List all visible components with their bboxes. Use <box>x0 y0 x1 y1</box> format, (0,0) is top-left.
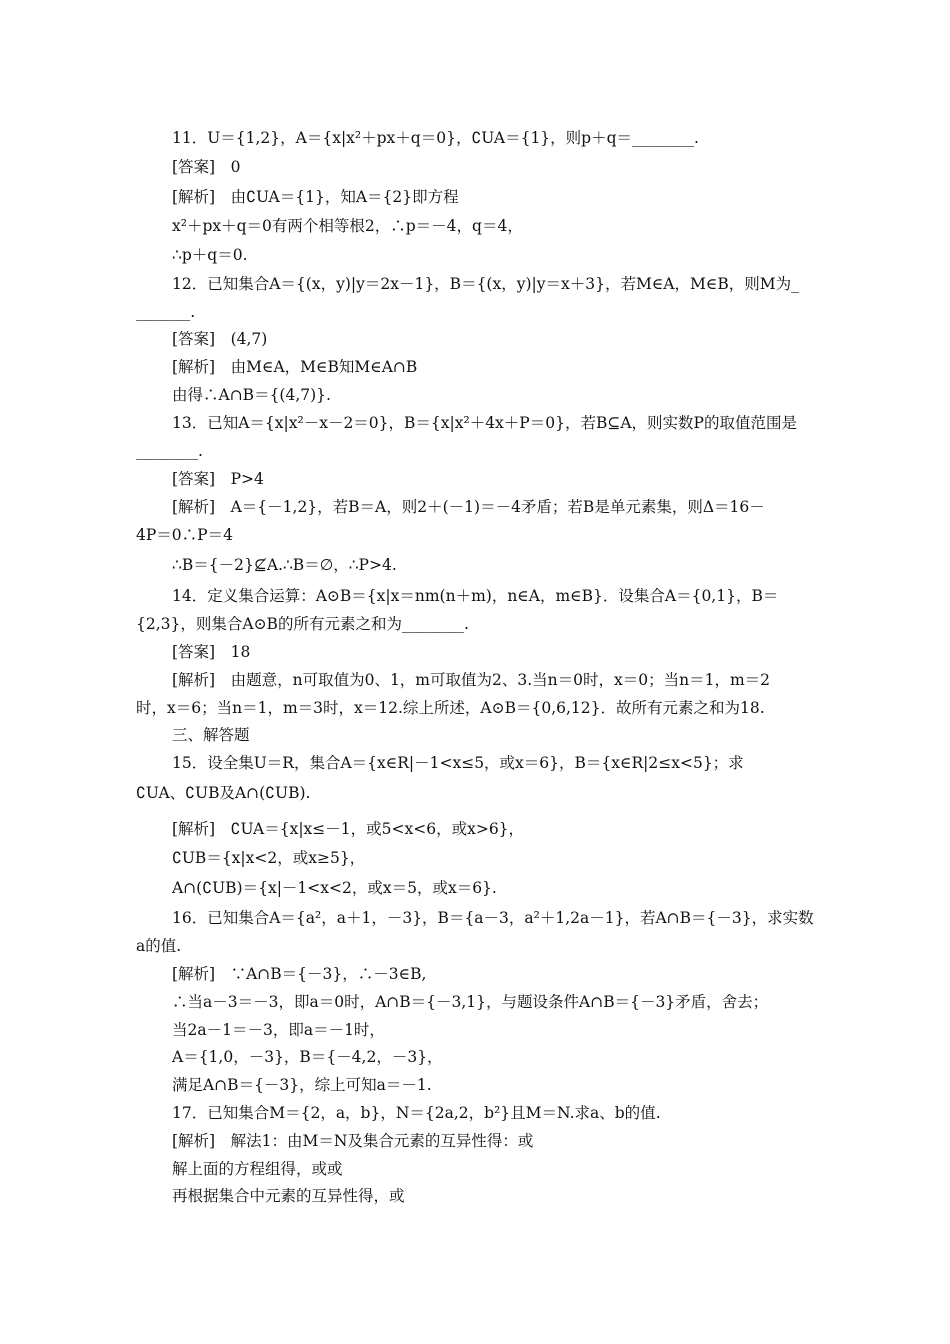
problem-14-question-2: {2,3}，则集合A⊙B的所有元素之和为________. <box>136 615 469 633</box>
problem-13-question-2: ________. <box>136 442 203 460</box>
section-heading: 三、解答题 <box>172 726 250 744</box>
problem-16-question-2: a的值. <box>136 937 182 955</box>
problem-13-analysis-2: 4P＝0∴P＝4 <box>136 526 233 544</box>
problem-11-analysis-2: x²＋px＋q＝0有两个相等根2，∴p＝－4，q＝4， <box>172 217 523 235</box>
problem-15-analysis: [解析] ∁UA＝{x|x≤－1，或5<x<6，或x>6}， <box>172 820 525 838</box>
problem-14-question: 14．定义集合运算：A⊙B＝{x|x＝nm(n＋m)，n∈A，m∈B}．设集合A＝{0,1}，B＝ <box>172 587 779 605</box>
problem-11-analysis-3: ∴p＋q＝0. <box>172 246 248 264</box>
problem-17-analysis-2: 解上面的方程组得，或或 <box>172 1160 343 1178</box>
problem-15-analysis-3: A∩(∁UB)＝{x|－1<x<2，或x＝5，或x＝6}. <box>172 879 497 897</box>
problem-11-question: 11．U＝{1,2}，A＝{x|x²＋px＋q＝0}，∁UA＝{1}，则p＋q＝________. <box>172 129 699 147</box>
problem-11-analysis: [解析] 由∁UA＝{1}，知A＝{2}即方程 <box>172 188 459 206</box>
problem-11-answer: [答案] 0 <box>172 158 241 176</box>
problem-15-question-2: ∁UA、∁UB及A∩(∁UB). <box>136 784 311 802</box>
problem-16-analysis-3: 当2a－1＝－3，即a＝－1时， <box>172 1021 385 1039</box>
problem-12-answer: [答案] (4,7) <box>172 330 268 348</box>
problem-13-analysis-3: ∴B＝{－2}⊈A.∴B＝∅，∴P>4. <box>172 556 397 574</box>
problem-16-analysis-4: A＝{1,0，－3}，B＝{－4,2，－3}， <box>172 1048 443 1066</box>
problem-17-analysis-3: 再根据集合中元素的互异性得，或 <box>172 1187 405 1205</box>
problem-15-question: 15．设全集U＝R，集合A＝{x∈R|－1<x≤5，或x＝6}，B＝{x∈R|2≤x<5}；求 <box>172 754 744 772</box>
problem-12-analysis-2: 由得∴A∩B＝{(4,7)}. <box>172 386 331 404</box>
problem-12-question: 12．已知集合A＝{(x，y)|y＝2x－1}，B＝{(x，y)|y＝x＋3}，若M∈A，M∈B，则M为_ <box>172 275 799 293</box>
problem-16-analysis: [解析] ∵A∩B＝{－3}，∴－3∈B, <box>172 965 427 983</box>
problem-13-analysis: [解析] A＝{－1,2}，若B＝A，则2＋(－1)＝－4矛盾；若B是单元素集，则Δ＝16－ <box>172 498 765 516</box>
problem-16-analysis-5: 满足A∩B＝{－3}，综上可知a＝－1. <box>172 1076 432 1094</box>
problem-14-analysis: [解析] 由题意，n可取值为0、1，m可取值为2、3.当n＝0时，x＝0；当n＝1，m＝2 <box>172 671 771 689</box>
problem-14-analysis-2: 时，x＝6；当n＝1，m＝3时，x＝12.综上所述，A⊙B＝{0,6,12}．故所有元素之和为18. <box>136 699 765 717</box>
problem-17-question: 17．已知集合M＝{2，a，b}，N＝{2a,2，b²}且M＝N.求a、b的值. <box>172 1104 661 1122</box>
problem-13-question: 13．已知A＝{x|x²－x－2＝0}，B＝{x|x²＋4x＋P＝0}，若B⊆A，则实数P的取值范围是 <box>172 414 797 432</box>
problem-13-answer: [答案] P>4 <box>172 470 264 488</box>
problem-12-question-2: _______. <box>136 303 196 321</box>
problem-12-analysis: [解析] 由M∈A，M∈B知M∈A∩B <box>172 358 418 376</box>
problem-17-analysis: [解析] 解法1：由M＝N及集合元素的互异性得：或 <box>172 1132 534 1150</box>
problem-16-question: 16．已知集合A＝{a²，a＋1，－3}，B＝{a－3，a²＋1,2a－1}，若A∩B＝{－3}，求实数 <box>172 909 814 927</box>
problem-14-answer: [答案] 18 <box>172 643 251 661</box>
problem-16-analysis-2: ∴当a－3＝－3，即a＝0时，A∩B＝{－3,1}，与题设条件A∩B＝{－3}矛盾，舍去； <box>172 993 769 1011</box>
problem-15-analysis-2: ∁UB＝{x|x<2，或x≥5}， <box>172 849 366 867</box>
